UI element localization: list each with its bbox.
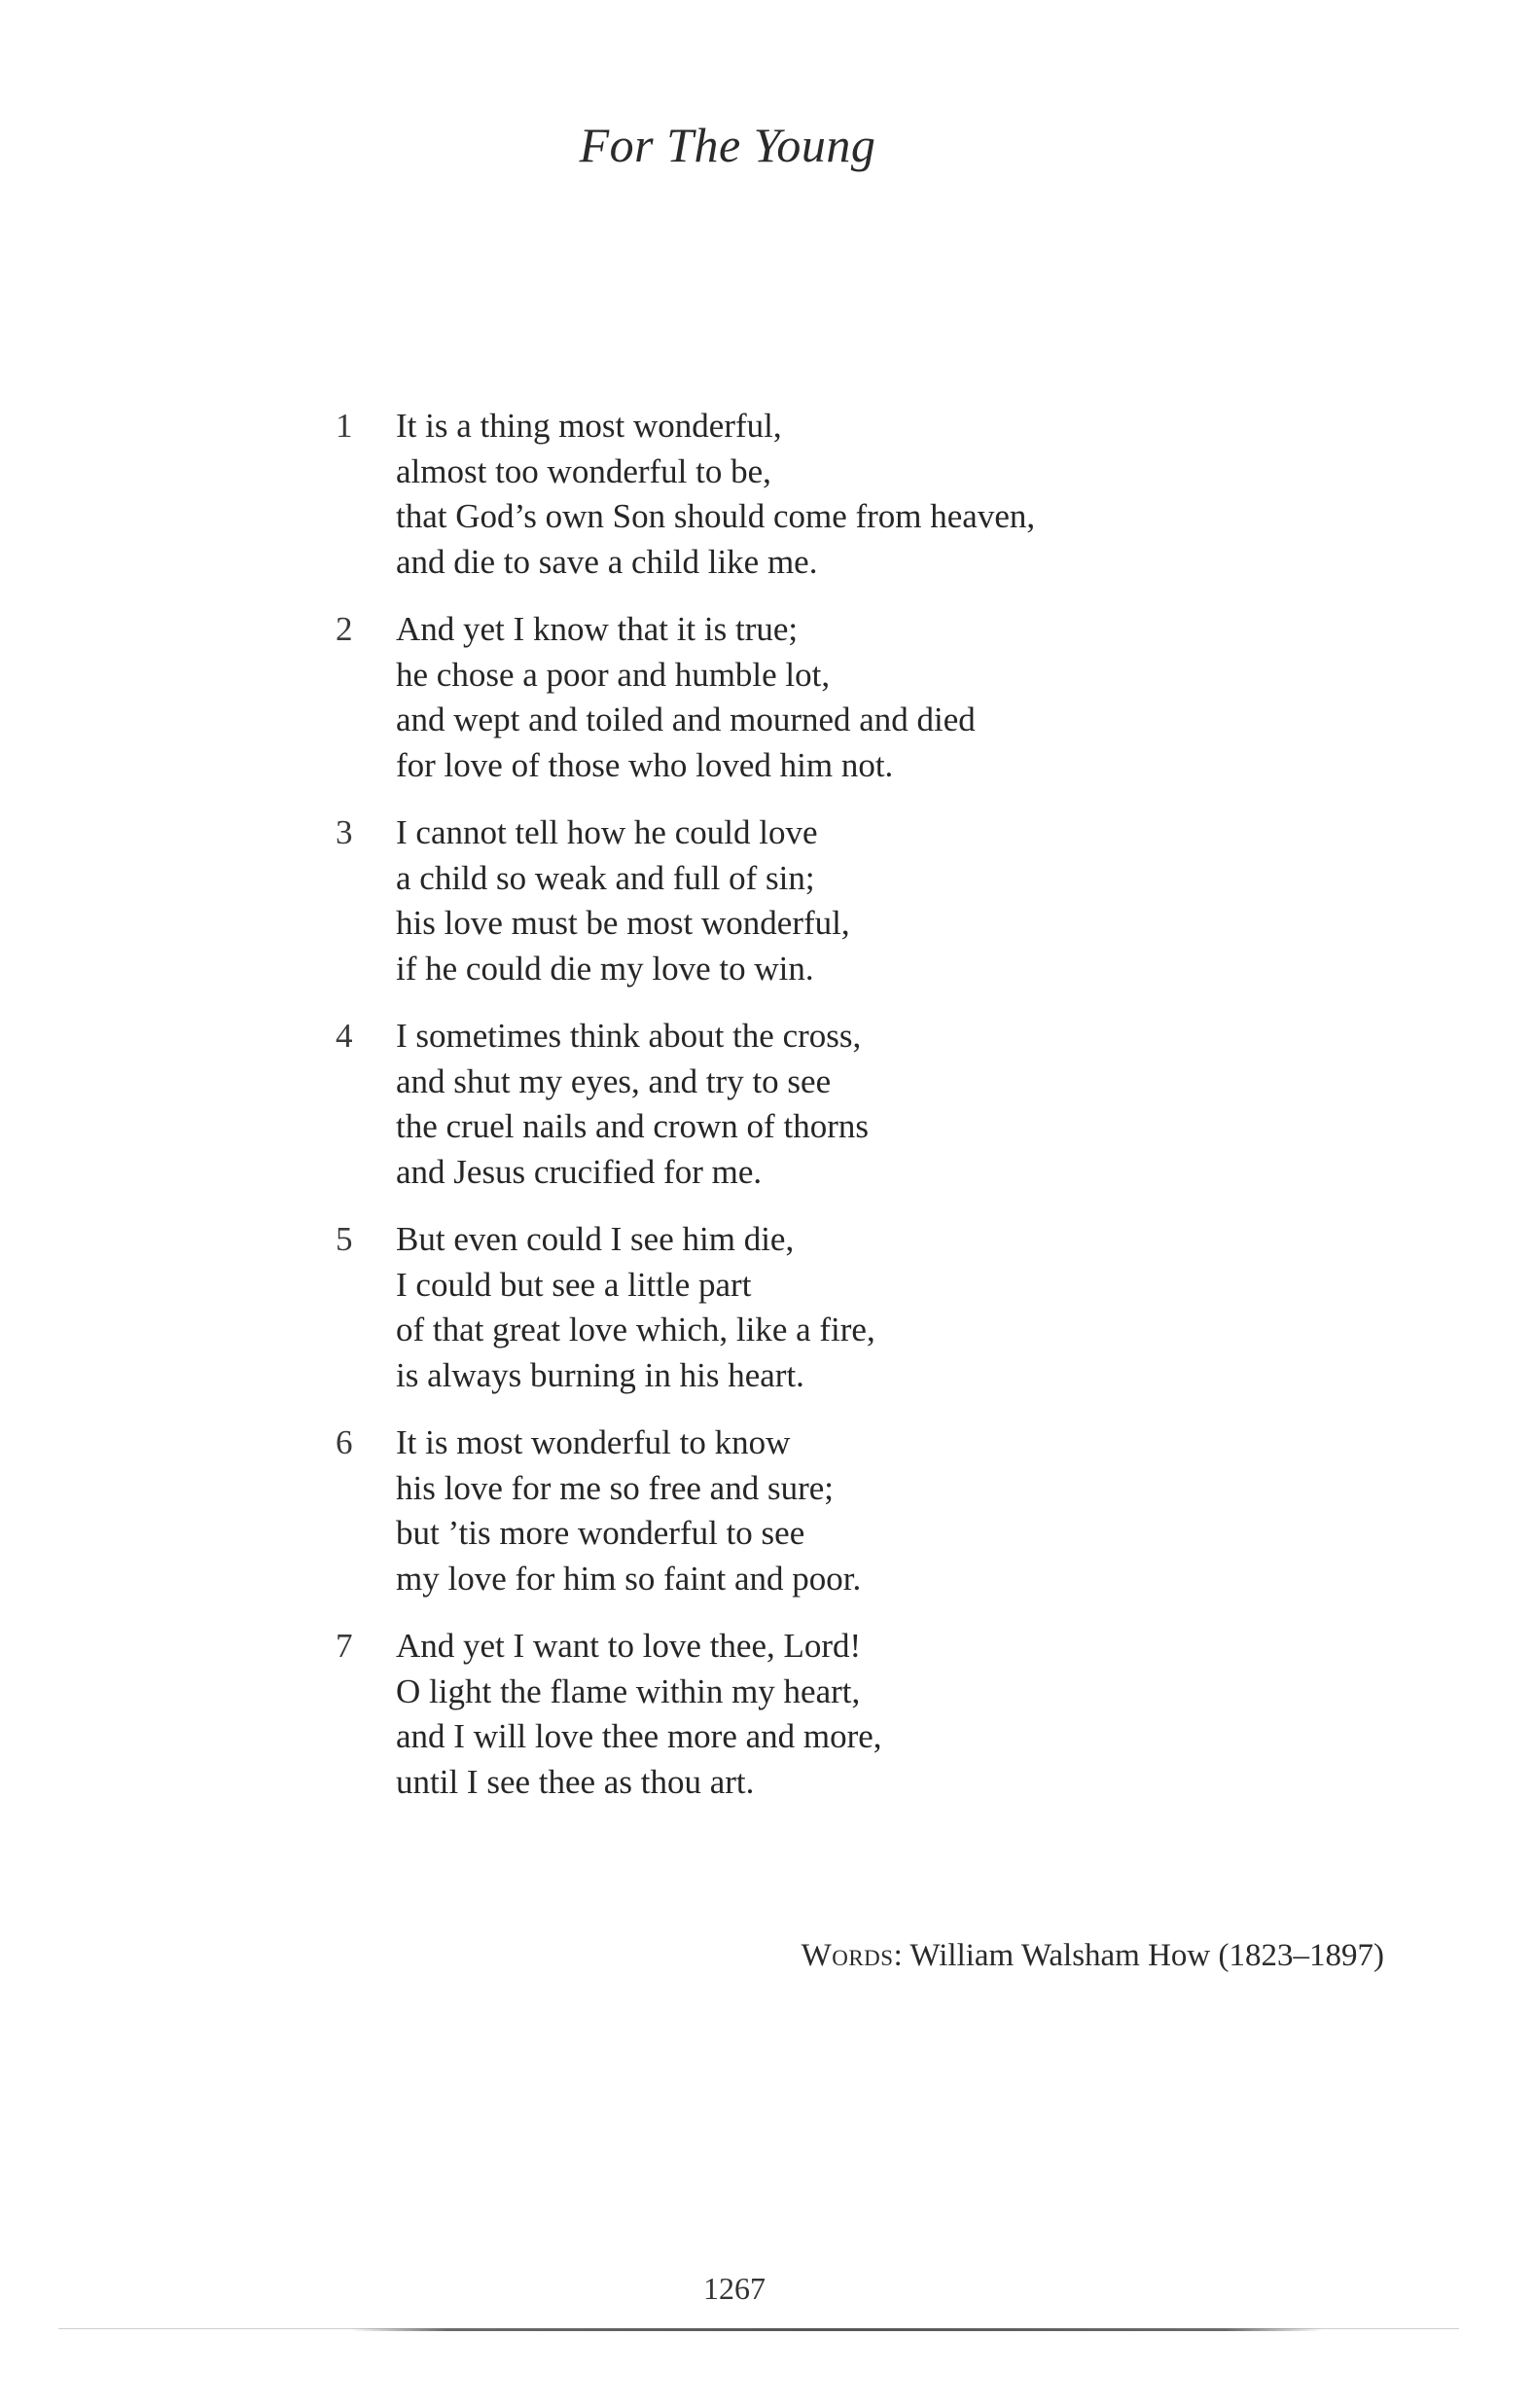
- attribution-text: : William Walsham How (1823–1897): [893, 1938, 1384, 1973]
- verse-line: the cruel nails and crown of thorns: [396, 1107, 869, 1145]
- verse-line: but ’tis more wonderful to see: [396, 1514, 805, 1552]
- footer-rule: [350, 2328, 1323, 2331]
- verse-list: [336, 404, 1211, 1827]
- verse-lines: [396, 1217, 1211, 1398]
- verse-number: 2: [336, 610, 353, 648]
- verse-number: 5: [336, 1220, 353, 1258]
- verse-lines: [396, 404, 1211, 585]
- verse-lines: [396, 1420, 1211, 1601]
- verse-lines: [396, 1624, 1211, 1805]
- verse-2: [336, 607, 1211, 788]
- verse-line: if he could die my love to win.: [396, 949, 814, 988]
- verse-line: and shut my eyes, and try to see: [396, 1061, 832, 1100]
- verse-line: my love for him so faint and poor.: [396, 1559, 862, 1598]
- verse-line: I cannot tell how he could love: [396, 813, 818, 851]
- verse-line: I could but see a little part: [396, 1265, 752, 1304]
- verse-line: But even could I see him die,: [396, 1220, 795, 1258]
- verse-line: is always burning in his heart.: [396, 1355, 804, 1394]
- verse-line: I sometimes think about the cross,: [396, 1017, 862, 1055]
- verse-3: [336, 810, 1211, 991]
- verse-lines: [396, 810, 1211, 991]
- verse-lines: [396, 607, 1211, 788]
- verse-number: 1: [336, 407, 353, 445]
- verse-line: It is a thing most wonderful,: [396, 407, 782, 445]
- verse-line: a child so weak and full of sin;: [396, 858, 815, 897]
- verse-line: for love of those who loved him not.: [396, 745, 894, 784]
- verse-line: almost too wonderful to be,: [396, 451, 771, 490]
- verse-line: and I will love thee more and more,: [396, 1717, 882, 1755]
- verse-line: he chose a poor and humble lot,: [396, 655, 831, 694]
- verse-6: [336, 1420, 1211, 1601]
- verse-number: 7: [336, 1627, 353, 1665]
- verse-line: his love must be most wonderful,: [396, 904, 850, 942]
- verse-number: 6: [336, 1423, 353, 1461]
- verse-line: It is most wonderful to know: [396, 1423, 791, 1461]
- verse-line: O light the flame within my heart,: [396, 1671, 861, 1710]
- verse-number: 4: [336, 1017, 353, 1055]
- verse-line: that God’s own Son should come from heaven,: [396, 497, 1036, 535]
- verse-line: until I see thee as thou art.: [396, 1762, 755, 1801]
- verse-line: his love for me so free and sure;: [396, 1468, 834, 1507]
- page-number: 1267: [703, 2271, 766, 2306]
- verse-line: and wept and toiled and mourned and died: [396, 701, 976, 738]
- verse-5: [336, 1217, 1211, 1398]
- verse-1: [336, 404, 1211, 585]
- attribution-label: Words: [801, 1938, 894, 1973]
- verse-line: And yet I want to love thee, Lord!: [396, 1627, 862, 1665]
- words-attribution: [802, 1938, 1384, 1974]
- verse-4: [336, 1014, 1211, 1195]
- verse-7: [336, 1624, 1211, 1805]
- page-title: For The Young: [579, 118, 876, 172]
- verse-line: and Jesus crucified for me.: [396, 1152, 763, 1191]
- verse-line: of that great love which, like a fire,: [396, 1311, 875, 1348]
- verse-lines: [396, 1014, 1211, 1195]
- verse-line: And yet I know that it is true;: [396, 610, 799, 648]
- verse-number: 3: [336, 813, 353, 851]
- verse-line: and die to save a child like me.: [396, 542, 818, 581]
